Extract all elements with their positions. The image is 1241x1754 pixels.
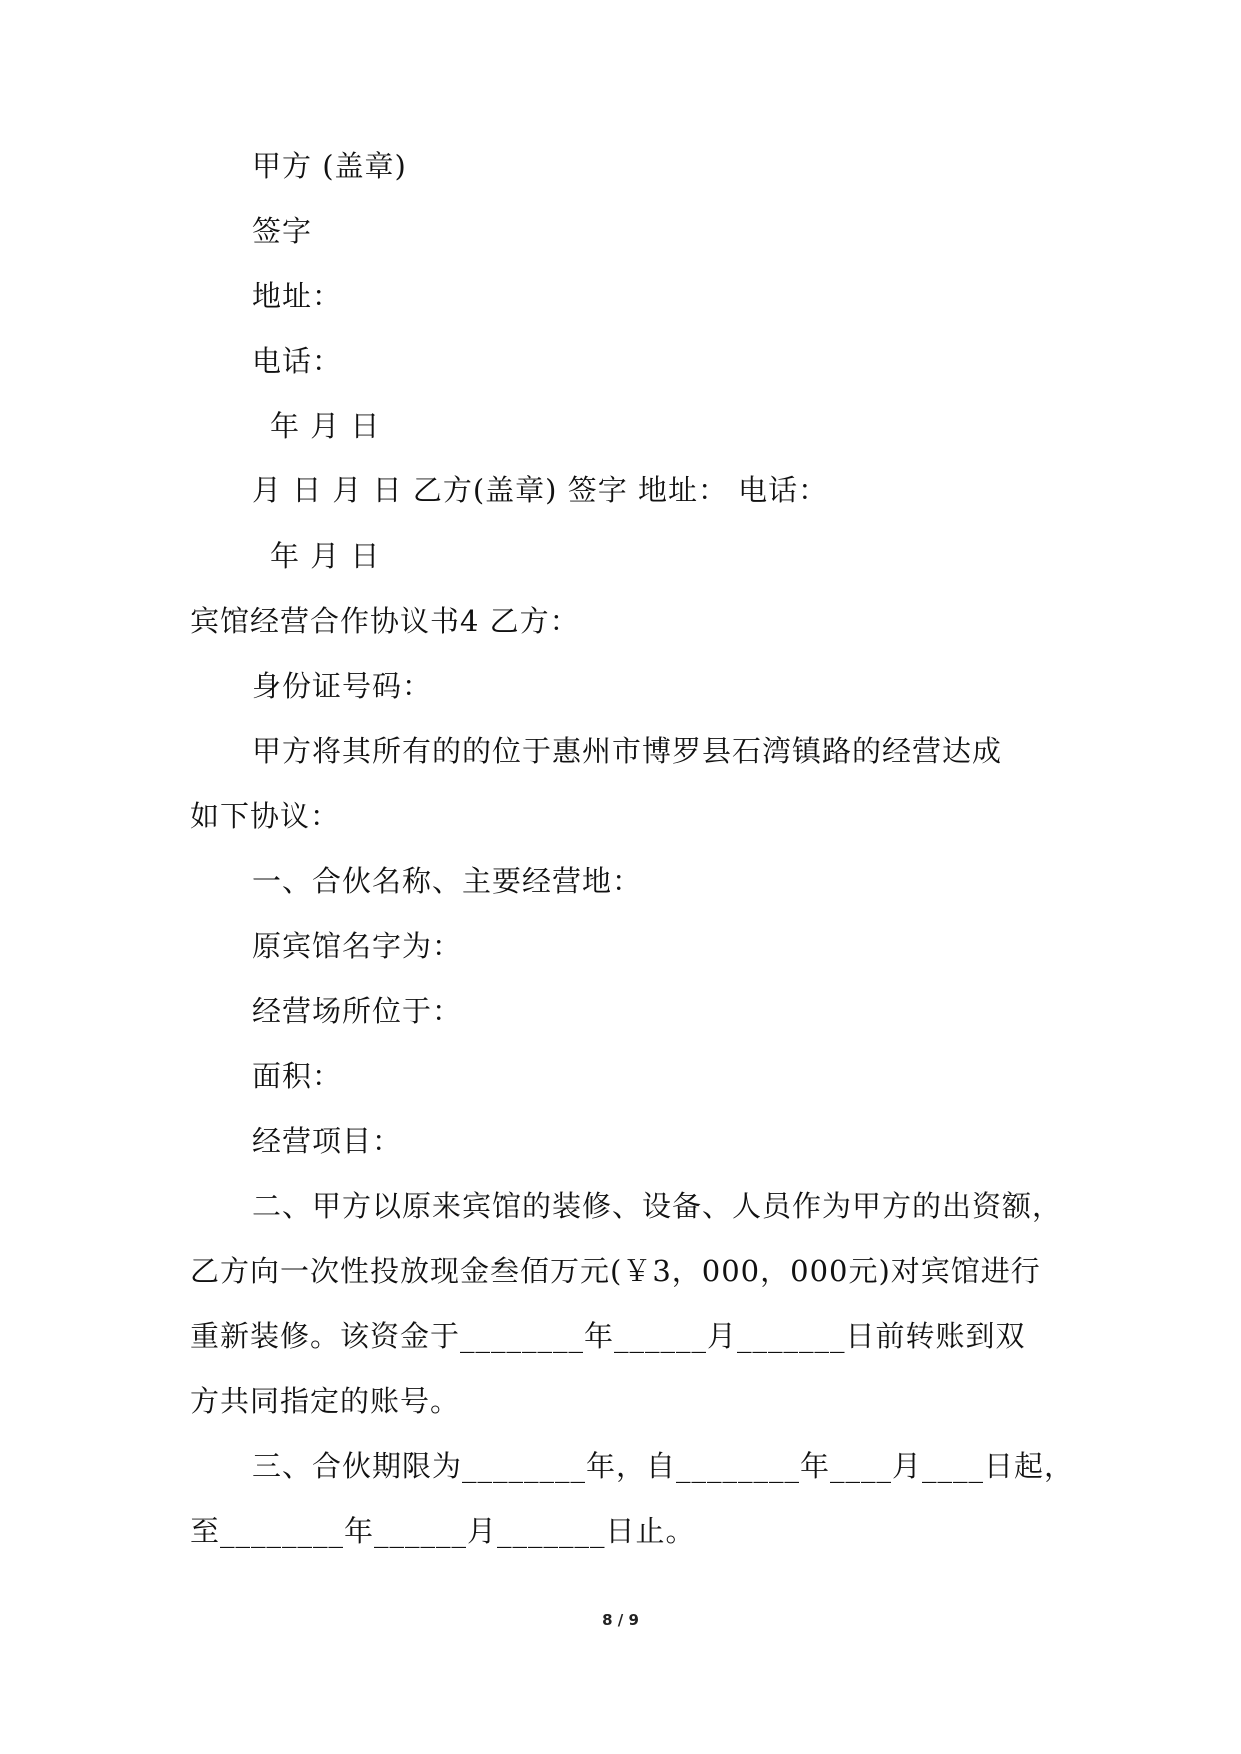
area-label: 面积：	[252, 1059, 343, 1093]
intro-paragraph-line-1: 甲方将其所有的的位于惠州市博罗县石湾镇路的经营达成	[252, 734, 1003, 768]
id-number-label: 身份证号码：	[252, 669, 433, 703]
party-b-signature-block: 月 日 月 日 乙方(盖章) 签字 地址： 电话：	[252, 473, 829, 507]
party-a-phone-label: 电话：	[252, 344, 343, 378]
section-three-line-2: 至________年______月_______日止。	[190, 1514, 696, 1548]
party-b-date-line: 年 月 日	[270, 539, 381, 573]
party-a-seal-label: 甲方 (盖章)	[252, 149, 407, 183]
agreement-title-line: 宾馆经营合作协议书4 乙方：	[190, 604, 580, 638]
party-a-date-line: 年 月 日	[270, 409, 381, 443]
page-number: 8 / 9	[602, 1611, 639, 1629]
business-location-label: 经营场所位于：	[252, 994, 463, 1028]
section-two-line-3: 重新装修。该资金于________年______月_______日前转账到双	[190, 1319, 1026, 1353]
original-hotel-name-label: 原宾馆名字为：	[252, 929, 463, 963]
section-three-line-1: 三、合伙期限为________年，自________年____月____日起，	[252, 1449, 1075, 1483]
intro-paragraph-line-2: 如下协议：	[190, 799, 341, 833]
party-a-signature-label: 签字	[252, 214, 313, 248]
business-items-label: 经营项目：	[252, 1124, 403, 1158]
section-two-line-4: 方共同指定的账号。	[190, 1384, 461, 1418]
section-two-line-2: 乙方向一次性投放现金叁佰万元(￥3，000，000元)对宾馆进行	[190, 1254, 1041, 1288]
party-a-address-label: 地址：	[252, 279, 343, 313]
section-one-heading: 一、合伙名称、主要经营地：	[252, 864, 643, 898]
section-two-line-1: 二、甲方以原来宾馆的装修、设备、人员作为甲方的出资额，	[252, 1189, 1063, 1223]
